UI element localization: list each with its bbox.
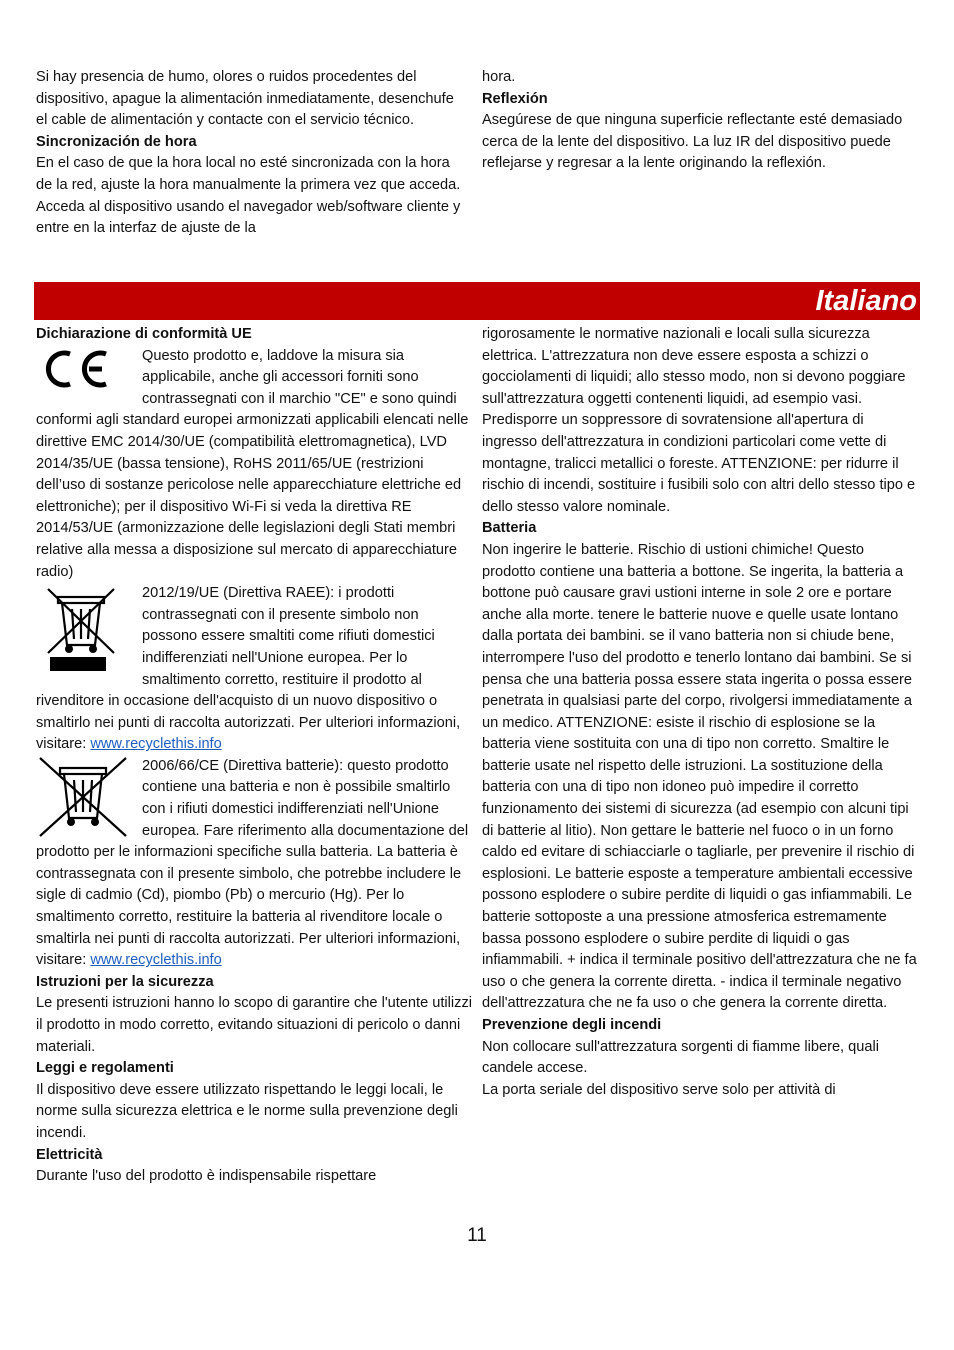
italian-left-column: [36, 324, 472, 1188]
recyclethis-link-2[interactable]: www.recyclethis.info: [90, 952, 222, 969]
electricity-heading: Elettricità: [36, 1146, 103, 1163]
laws-text: Il dispositivo deve essere utilizzato rispettando le leggi locali, le norme sulla sicurezza elettrica e le norme sulla prevenzione degli incendi.: [36, 1081, 458, 1141]
serial-port-text: La porta seriale del dispositivo serve solo per attività di: [482, 1081, 836, 1098]
time-sync-heading: Sincronización de hora: [36, 133, 197, 150]
language-banner: [34, 282, 920, 320]
reflection-text: Asegúrese de que ninguna superficie reflectante esté demasiado cerca de la lente del dispositivo. La luz IR del dispositivo puede reflejarse y regresar a la lente originando la reflexión.: [482, 112, 903, 172]
spanish-left-column: [36, 67, 468, 240]
battery-text: Non ingerire le batterie. Rischio di ustioni chimiche! Questo prodotto contiene una batteria a bottone. Se ingerita, la batteria a bottone può causare gravi ustioni interne in sole 2 ore e portare anche alla morte. tenere le batterie nuove e quelle usate lontano dalla portata dei bambini. se il vano batteria non si chiude bene, interrompere l'uso del prodotto e tenerlo lontano dai bambini. Se si pensa che una batteria possa essere stata ingerita o possa essere penetrata in qualsiasi parte del corpo, rivolgersi immediatamente a un medico. ATTENZIONE: esiste il rischio di esplosione se la batteria viene sostituita con una di tipo non corretto. Smaltire le batterie usate nel rispetto delle istruzioni. La sostituzione della batteria con una di tipo non idoneo può impedire il corretto funzionamento dei sistemi di sicurezza (ad esempio con alcuni tipi di batterie al litio). Non gettare le batterie nel fuoco o in un forno caldo ed evitare di schiacciarle o tagliarle, per prevenire il rischio di esplosioni. Le batterie esposte a temperature ambientali eccessive possono esplodere o subire perdite di liquidi o gas infiammabili. Le batterie sottoposte a una pressione atmosferica estremamente bassa possono esplodere o subire perdite di liquidi o gas infiammabili. + indica il terminale positivo dell'attrezzatura che ne fa uso o che genera la corrente diretta. - indica il terminale negativo dell'attrezzatura che ne fa uso o che genera la corrente diretta.: [482, 541, 917, 1012]
page-number: 11: [467, 1225, 487, 1246]
battery-directive-text: 2006/66/CE (Direttiva batterie): questo prodotto contiene una batteria e non è possibile smaltirlo con i rifiuti domestici indifferenziati nell'Unione europea. Fare riferimento alla documentazione del prodotto per le informazioni specifiche sulla batteria. La batteria è contrassegnata con il presente simbolo, che potrebbe includere le sigle di cadmio (Cd), piombo (Pb) o mercurio (Hg). Per lo smaltimento corretto, restituire la batteria al rivenditore locale o smaltirla nei punti di raccolta autorizzati. Per ulteriori informazioni, visitare:: [36, 757, 469, 969]
time-sync-text: En el caso de que la hora local no esté sincronizada con la hora de la red, ajuste la hora manualmente la primera vez que acceda. Acceda al dispositivo usando el navegador web/software cliente y entre en la interfaz de ajuste de la: [36, 155, 461, 237]
safety-instructions-heading: Istruzioni per la sicurezza: [36, 973, 214, 990]
fire-prevention-heading: Prevenzione degli incendi: [482, 1017, 662, 1033]
time-sync-continued: hora.: [482, 69, 516, 85]
electricity-continued-text: rigorosamente le normative nazionali e locali sulla sicurezza elettrica. L'attrezzatura non deve essere esposta a schizzi o gocciolamenti di liquidi; allo stesso modo, non si devono poggiare sull'attrezzatura oggetti contenenti liquidi, ad esempio vasi. Predisporre un soppressore di sovratensione all'apertura di ingresso dell'attrezzatura in condizioni particolari come vette di montagne, tralicci metallici o foreste. ATTENZIONE: per ridurre il rischio di incendi, sostituire i fusibili solo con altri dello stesso tipo e dello stesso valore nominale.: [482, 326, 916, 515]
italian-right-column: [482, 324, 918, 1101]
weee-paragraph: [36, 583, 472, 756]
laws-heading: Leggi e regolamenti: [36, 1060, 174, 1077]
ce-text: Questo prodotto e, laddove la misura sia applicabile, anche gli accessori forniti sono contrassegnati con il marchio "CE" e sono quindi conformi agli standard europei armonizzati applicabili elencati nelle direttive EMC 2014/30/UE (compatibilità elettromagnetica), LVD 2014/35/UE (bassa tensione), RoHS 2011/65/UE (restrizioni dell’uso di sostanze pericolose nelle apparecchiature elettriche ed elettroniche); per il dispositivo Wi-Fi si veda la direttiva RE 2014/53/UE (armonizzazione delle legislazioni degli Stati membri relative alla messa a disposizione sul mercato di apparecchiature radio): [36, 347, 469, 580]
eu-conformity-heading: Dichiarazione di conformità UE: [36, 326, 252, 342]
spanish-right-column: [482, 67, 918, 175]
reflection-heading: Reflexión: [482, 90, 548, 107]
fire-prevention-text: Non collocare sull'attrezzatura sorgenti di fiamme libere, quali candele accese.: [482, 1038, 880, 1077]
ce-paragraph: [36, 346, 472, 584]
electricity-text: Durante l'uso del prodotto è indispensabile rispettare: [36, 1168, 377, 1185]
crossed-bin-battery-icon: [36, 756, 142, 840]
ce-mark-icon: [36, 346, 142, 392]
battery-heading: Batteria: [482, 520, 537, 537]
safety-instructions-text: Le presenti istruzioni hanno lo scopo di garantire che l'utente utilizzi il prodotto in modo corretto, evitando situazioni di pericolo o danni materiali.: [36, 995, 472, 1055]
weee-text: 2012/19/UE (Direttiva RAEE): i prodotti contrassegnati con il presente simbolo non possono essere smaltiti come rifiuti domestici indifferenziati nell'Unione europea. Per lo smaltimento corretto, restituire il prodotto al rivenditore in occasione dell'acquisto di un nuovo dispositivo o smaltirlo nei punti di raccolta autorizzati. Per ulteriori informazioni, visitare:: [36, 585, 461, 753]
smoke-warning-text: Si hay presencia de humo, olores o ruidos procedentes del dispositivo, apague la alimentación inmediatamente, desenchufe el cable de alimentación y contacte con el servicio técnico.: [36, 69, 454, 129]
battery-directive-paragraph: [36, 756, 472, 972]
recyclethis-link[interactable]: www.recyclethis.info: [90, 736, 222, 753]
crossed-bin-weee-icon: [36, 583, 142, 673]
language-title: Italiano: [815, 285, 917, 317]
